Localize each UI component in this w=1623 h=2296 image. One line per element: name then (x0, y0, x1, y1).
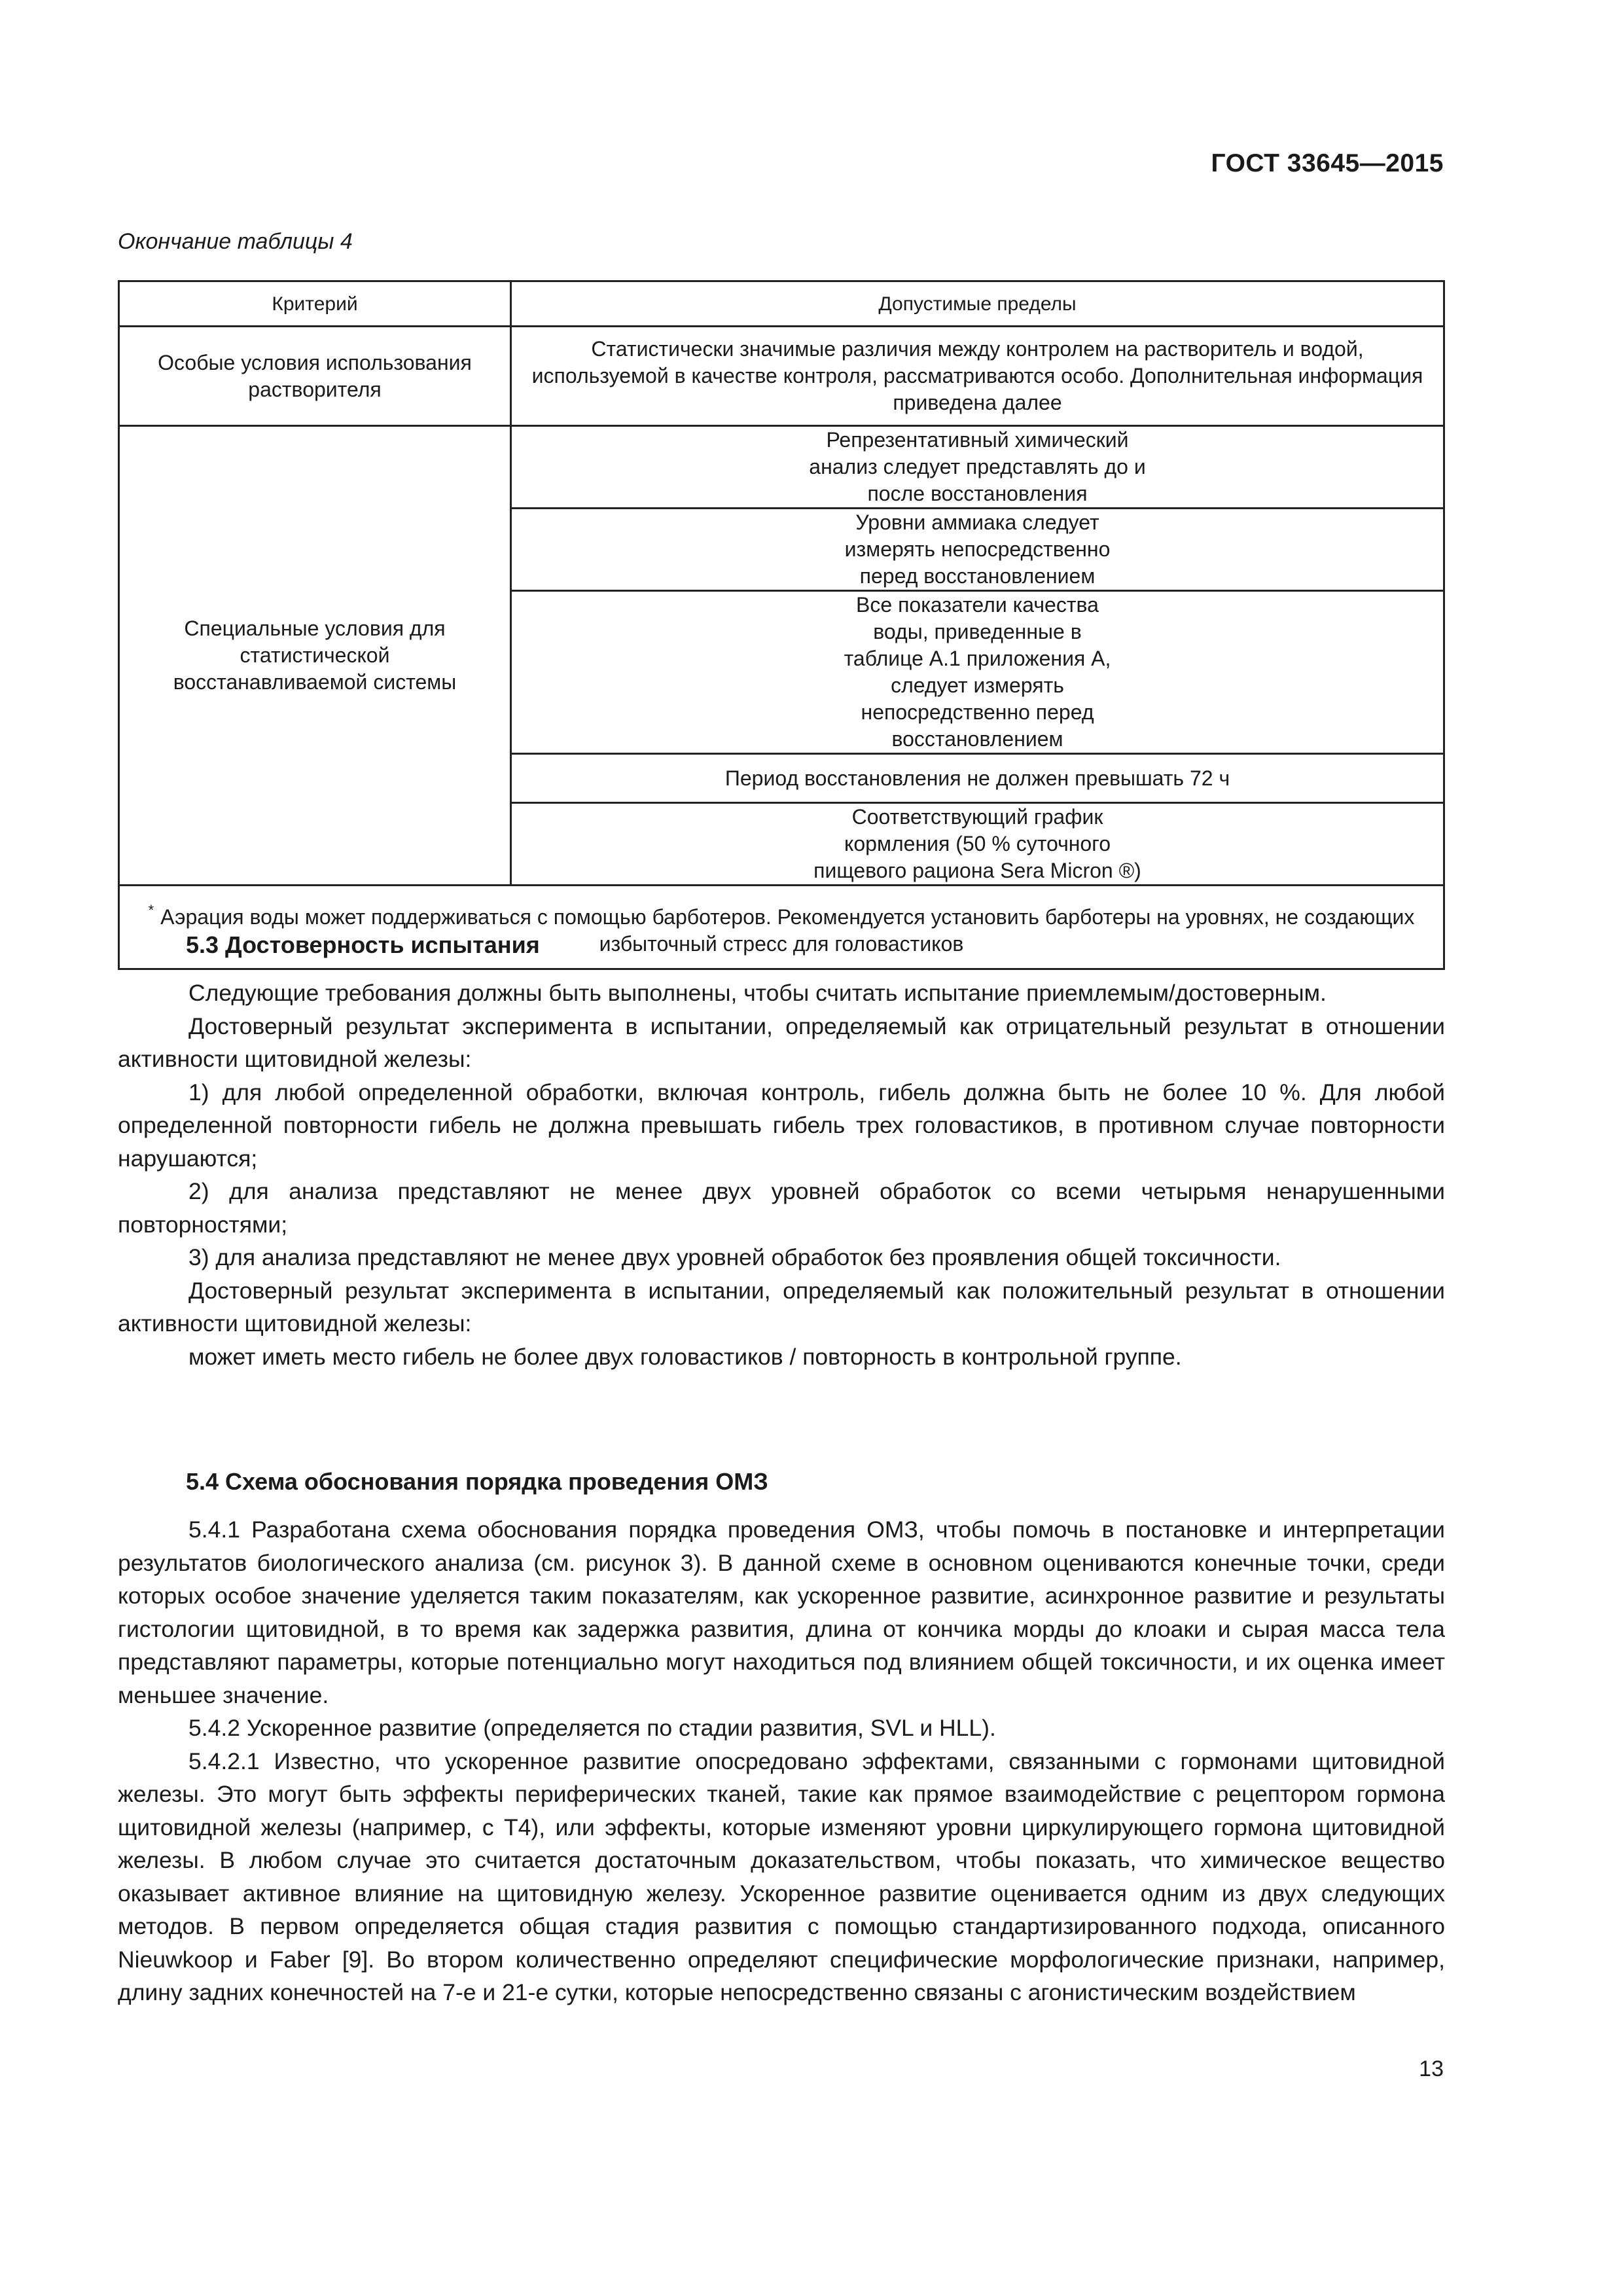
limit-cell: Период восстановления не должен превышать 72 ч (511, 754, 1444, 803)
column-header-limits: Допустимые пределы (511, 281, 1444, 327)
table-row (119, 426, 1444, 509)
footnote-text: Аэрация воды может поддерживаться с помощью барботеров. Рекомендуется установить барботеры на уровнях, не создающих избыточный стресс для головастиков (160, 905, 1415, 956)
criteria-table (118, 280, 1445, 970)
limit-cell: Статистически значимые различия между контролем на растворитель и водой, используемой в качестве контроля, рассматриваются особо. Дополнительная информация приведена далее (511, 327, 1444, 426)
limit-cell: Все показатели качества воды, приведенные в таблице А.1 приложения А, следует измерять непосредственно перед восстановлением (511, 591, 1444, 754)
table-header-row (119, 281, 1444, 327)
section-heading: 5.4 Схема обоснования порядка проведения ОМЗ (186, 1468, 768, 1495)
paragraph: 5.4.2.1 Известно, что ускоренное развитие опосредовано эффектами, связанными с гормонами щитовидной железы. Это могут быть эффекты периферических тканей, такие как прямое взаимодействие с рецептором гормона щитовидной железы (например, с Т4), или эффекты, которые изменяют уровни циркулирующего гормона щитовидной железы. В любом случае это считается достаточным доказательством, чтобы показать, что химическое вещество оказывает активное влияние на щитовидную железу. Ускоренное развитие оценивается одним из двух следующих методов. В первом определяется общая стадия развития с помощью стандартизированного подхода, описанного Nieuwkoop и Faber [9]. Во втором количественно определяют специфические морфологические признаки, например, длину задних конечностей на 7-е и 21-е сутки, которые непосредственно связаны с агонистическим воздействием (118, 1748, 1445, 2005)
paragraph: 2) для анализа представляют не менее двух уровней обработок со всеми четырьмя ненарушенными повторностями; (118, 1178, 1445, 1238)
paragraph: 5.4.2 Ускоренное развитие (определяется по стадии развития, SVL и HLL). (188, 1715, 996, 1741)
page-number: 13 (1419, 2056, 1444, 2081)
criterion-cell: Специальные условия для статистической восстанавливаемой системы (119, 426, 511, 886)
section-5-3 (118, 928, 1445, 1373)
table-caption: Окончание таблицы 4 (118, 229, 353, 254)
table-row (119, 327, 1444, 426)
paragraph: может иметь место гибель не более двух головастиков / повторность в контрольной группе. (188, 1343, 1182, 1370)
document-header: ГОСТ 33645—2015 (1211, 149, 1444, 177)
paragraph: 5.4.1 Разработана схема обоснования порядка проведения ОМЗ, чтобы помочь в постановке и интерпретации результатов биологического анализа (см. рисунок 3). В данной схеме в основном оцениваются конечные точки, среди которых особое значение уделяется таким показателям, как ускоренное развитие, асинхронное развитие и результаты гистологии щитовидной, в то время как задержка развития, длина от кончика морды до клоаки и сырая масса тела представляют параметры, которые потенциально могут находиться под влиянием общей токсичности, и их оценка имеет меньшее значение. (118, 1516, 1445, 1708)
paragraph: 3) для анализа представляют не менее двух уровней обработок без проявления общей токсичности. (188, 1244, 1281, 1270)
section-5-4 (118, 1465, 1445, 2009)
limit-cell: Репрезентативный химический анализ следует представлять до и после восстановления (511, 426, 1444, 509)
footnote-mark: * (148, 902, 154, 918)
paragraph: Следующие требования должны быть выполнены, чтобы считать испытание приемлемым/достоверным. (188, 980, 1327, 1006)
criterion-cell: Особые условия использования растворителя (119, 327, 511, 426)
limit-cell: Уровни аммиака следует измерять непосредственно перед восстановлением (511, 509, 1444, 591)
column-header-criterion: Критерий (119, 281, 511, 327)
section-heading: 5.3 Достоверность испытания (186, 931, 540, 958)
limit-cell: Соответствующий график кормления (50 % суточного пищевого рациона Sera Micron ®) (511, 803, 1444, 886)
paragraph: Достоверный результат эксперимента в испытании, определяемый как положительный результат в отношении активности щитовидной железы: (118, 1277, 1445, 1336)
paragraph: Достоверный результат эксперимента в испытании, определяемый как отрицательный результат в отношении активности щитовидной железы: (118, 1013, 1445, 1072)
paragraph: 1) для любой определенной обработки, включая контроль, гибель должна быть не более 10 %. Для любой определенной повторности гибель не должна превышать гибель трех головастиков, в противном случае повторности нарушаются; (118, 1079, 1445, 1172)
